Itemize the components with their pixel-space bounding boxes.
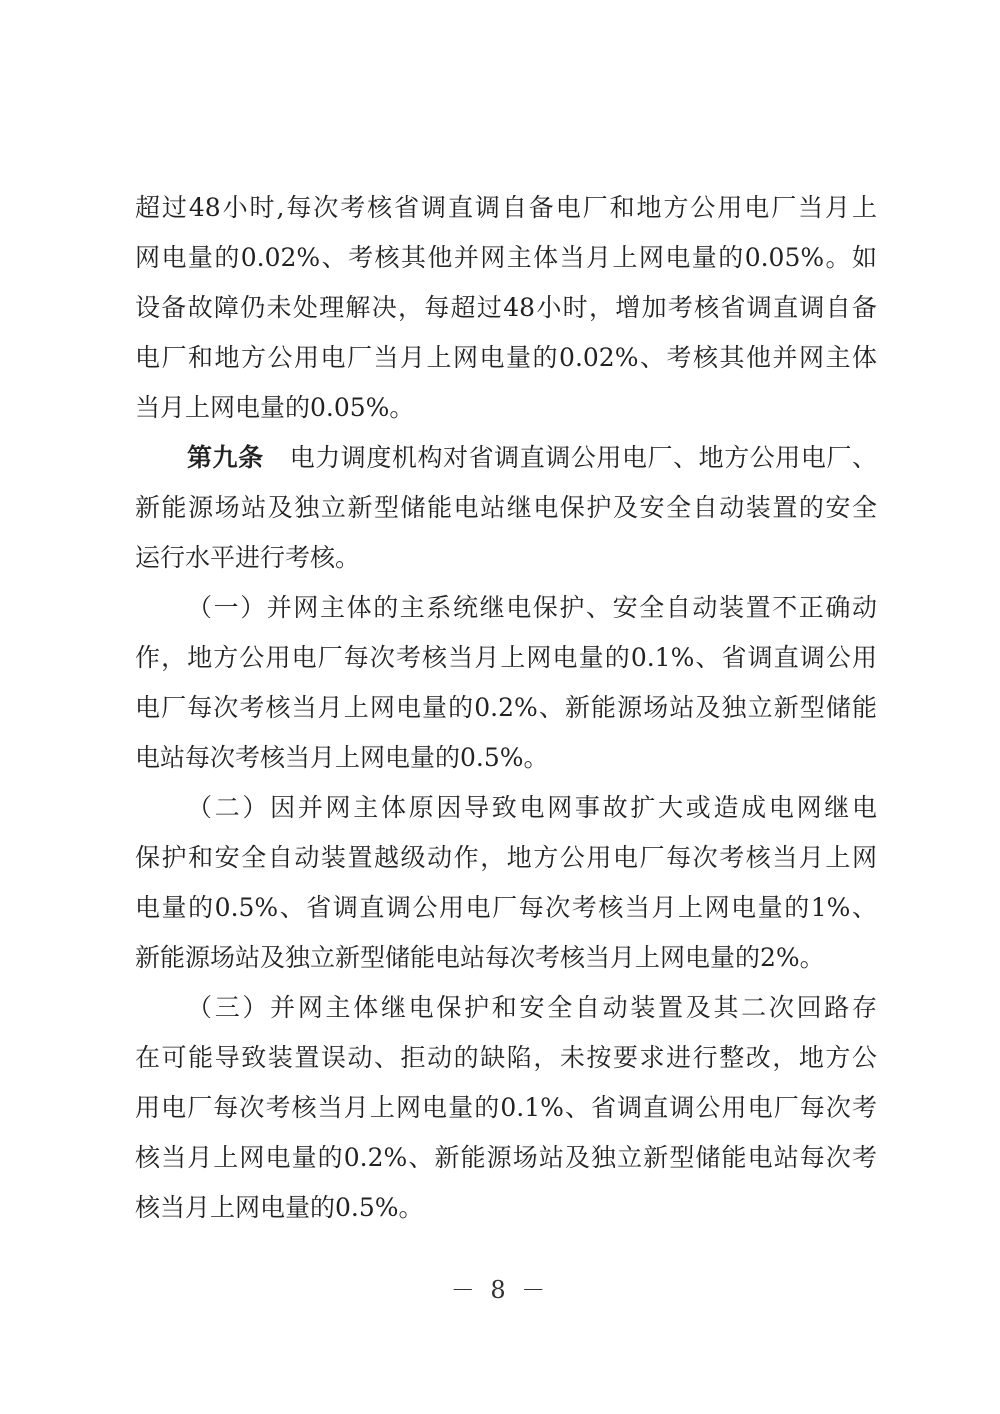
article-text: 电力调度机构对省调直调公用电厂、地方公用电厂、 [289,443,877,472]
article-heading: 第九条 [187,443,264,472]
clause-1 [135,583,877,783]
text-line: 保护和安全自动装置越级动作，地方公用电厂每次考核当月上网 [135,843,877,872]
text-line: 用电厂每次考核当月上网电量的0.1%、省调直调公用电厂每次考 [135,1093,877,1122]
text-line: （一）并网主体的主系统继电保护、安全自动装置不正确动 [187,593,877,622]
text-line: （二）因并网主体原因导致电网事故扩大或造成电网继电 [187,793,877,822]
clause-3 [135,983,877,1233]
text-line: 运行水平进行考核。 [135,543,361,572]
text-line: 作，地方公用电厂每次考核当月上网电量的0.1%、省调直调公用 [135,643,877,672]
text-line: 新能源场站及独立新型储能电站继电保护及安全自动装置的安全 [135,493,877,522]
text-line: 核当月上网电量的0.5%。 [135,1193,424,1222]
text-line: 电量的0.5%、省调直调公用电厂每次考核当月上网电量的1%、 [135,893,877,922]
text-line: 新能源场站及独立新型储能电站每次考核当月上网电量的2%。 [135,943,825,972]
text-line: 网电量的0.02%、考核其他并网主体当月上网电量的0.05%。如 [135,243,877,272]
text-line: 电厂和地方公用电厂当月上网电量的0.02%、考核其他并网主体 [135,343,877,372]
document-body [135,183,877,1233]
text-line: 电站每次考核当月上网电量的0.5%。 [135,743,549,772]
text-line: 超过48小时,每次考核省调直调自备电厂和地方公用电厂当月上 [135,193,877,222]
text-line: 在可能导致装置误动、拒动的缺陷，未按要求进行整改，地方公 [135,1043,877,1072]
article-9 [135,433,877,583]
text-line: 当月上网电量的0.05%。 [135,393,415,422]
page-number: － 8 － [450,1276,550,1304]
text-line: 电厂每次考核当月上网电量的0.2%、新能源场站及独立新型储能 [135,693,877,722]
text-line: 设备故障仍未处理解决，每超过48小时，增加考核省调直调自备 [135,293,877,322]
text-line: 核当月上网电量的0.2%、新能源场站及独立新型储能电站每次考 [135,1143,877,1172]
text-line [135,433,877,483]
paragraph-continuation [135,183,877,433]
clause-2 [135,783,877,983]
text-line: （三）并网主体继电保护和安全自动装置及其二次回路存 [187,993,877,1022]
